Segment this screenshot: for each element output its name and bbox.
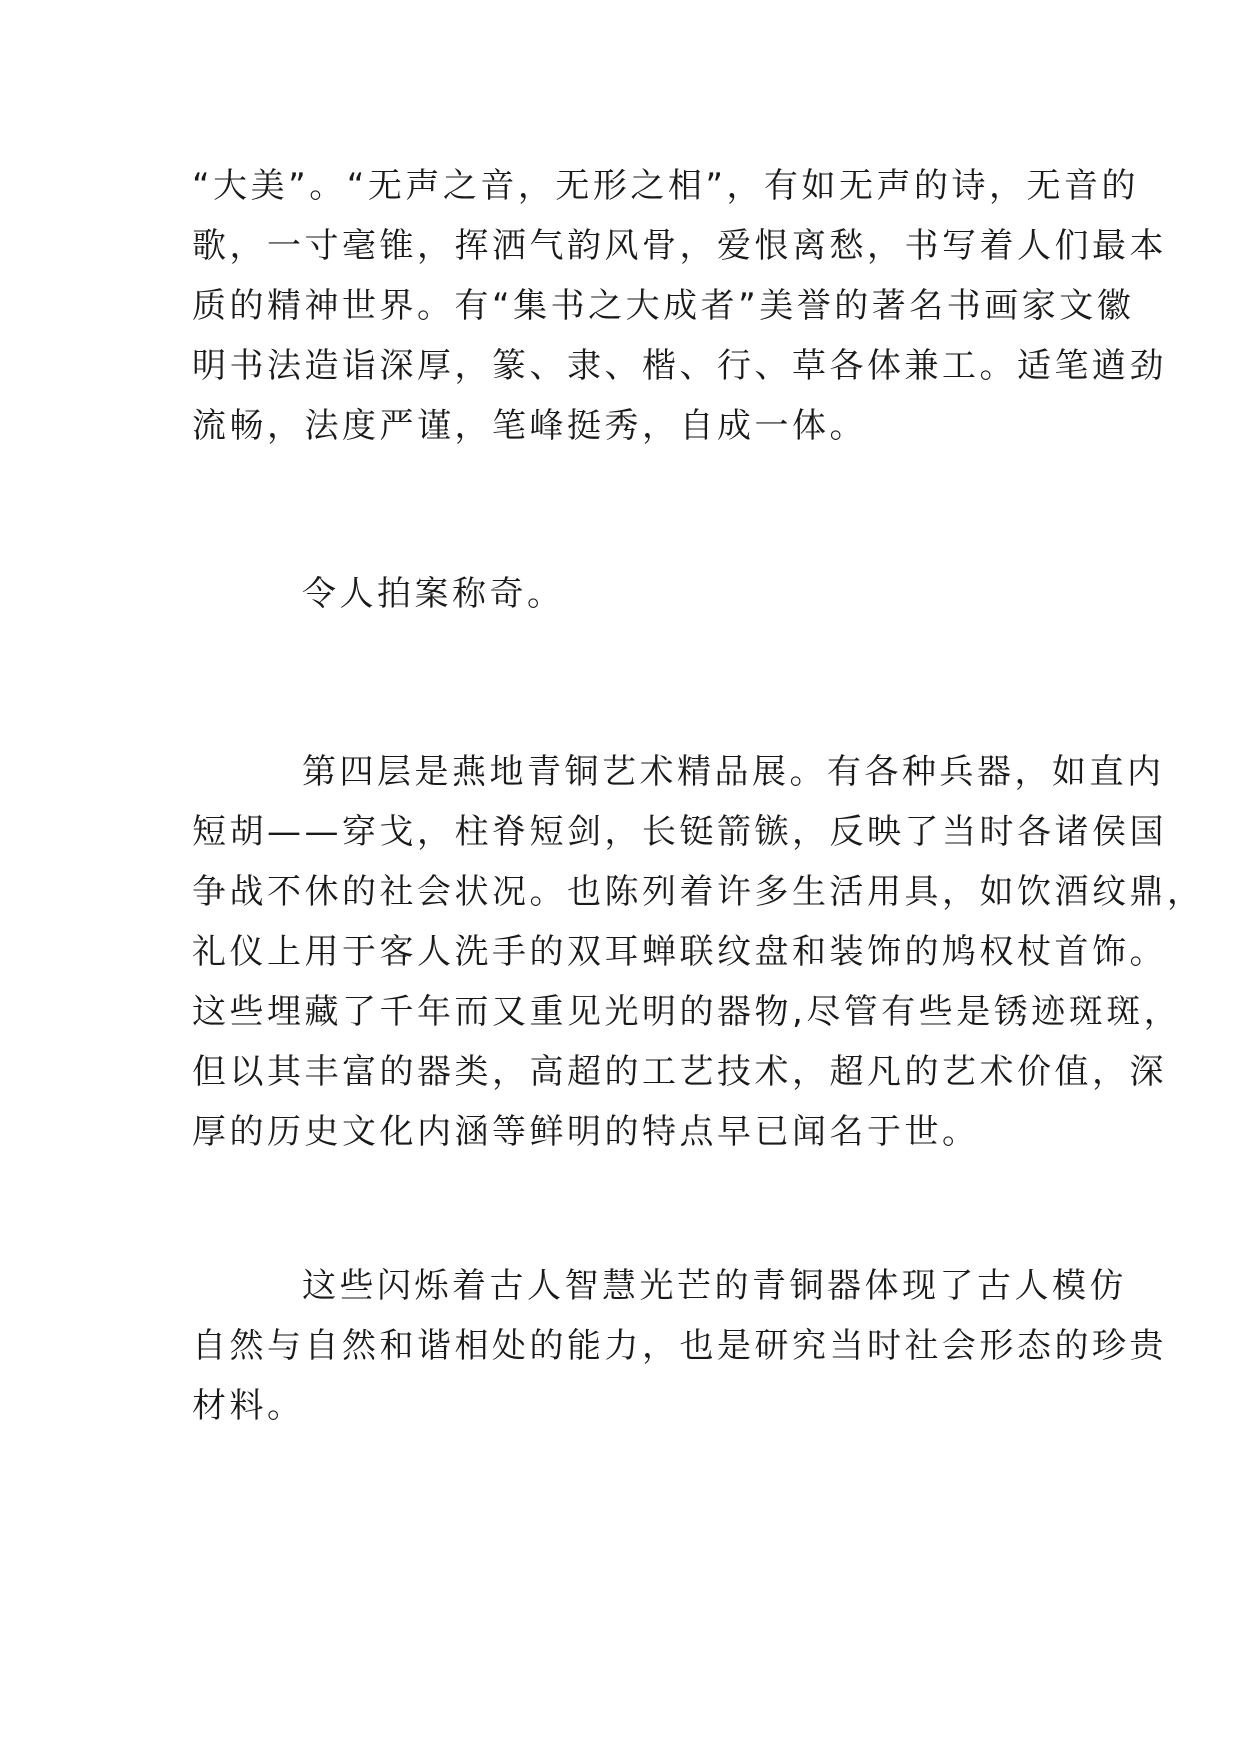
text-line: 厚的历史文化内涵等鲜明的特点早已闻名于世。: [192, 1112, 980, 1152]
text-line: 这些闪烁着古人智慧光芒的青铜器体现了古人模仿: [302, 1266, 1127, 1306]
paragraph-calligraphy: [192, 156, 1167, 456]
text-line: 短胡——穿戈，柱脊短剑，长铤箭镞，反映了当时各诸侯国: [192, 812, 1167, 852]
text-line: 这些埋藏了千年而又重见光明的器物,尽管有些是锈迹斑斑，: [192, 992, 1182, 1032]
text-line: “大美”。“无声之音，无形之相”，有如无声的诗，无音的: [192, 166, 1139, 206]
text-line: 礼仪上用于客人洗手的双耳蝉联纹盘和装饰的鸠权杖首饰。: [192, 932, 1167, 972]
paragraph-bronze-value: [192, 1256, 1167, 1436]
text-line: 令人拍案称奇。: [302, 574, 565, 614]
text-line: 自然与自然和谐相处的能力，也是研究当时社会形态的珍贵: [192, 1326, 1167, 1366]
paragraph-bronze-exhibition: [192, 742, 1205, 1162]
text-line: 第四层是燕地青铜艺术精品展。有各种兵器，如直内: [302, 752, 1165, 792]
text-line: 材料。: [192, 1386, 305, 1426]
text-line: 流畅，法度严谨，笔峰挺秀，自成一体。: [192, 406, 867, 446]
text-line: 明书法造诣深厚，篆、隶、楷、行、草各体兼工。适笔遒劲: [192, 346, 1167, 386]
text-line: 质的精神世界。有“集书之大成者”美誉的著名书画家文徽: [192, 286, 1135, 326]
paragraph-remark: [192, 564, 1072, 624]
text-line: 争战不休的社会状况。也陈列着许多生活用具，如饮酒纹鼎，: [192, 872, 1205, 912]
text-line: 歌，一寸毫锥，挥洒气韵风骨，爱恨离愁，书写着人们最本: [192, 226, 1167, 266]
text-line: 但以其丰富的器类，高超的工艺技术，超凡的艺术价值，深: [192, 1052, 1167, 1092]
